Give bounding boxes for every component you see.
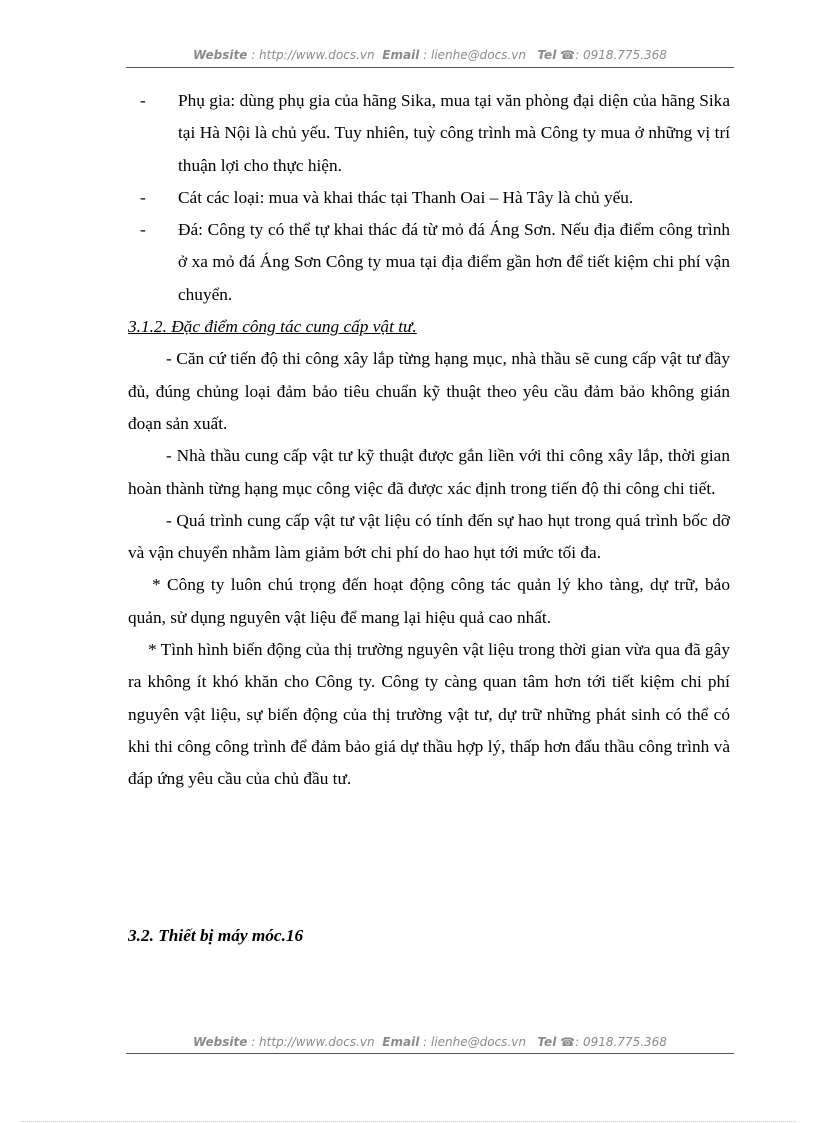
phone-icon: ☎ — [560, 1035, 576, 1049]
footer-tel-label: Tel — [537, 1035, 557, 1049]
subheading: 3.1.2. Đặc điểm công tác cung cấp vật tư. — [128, 317, 417, 337]
footer-email-link[interactable]: lienhe@docs.vn — [430, 1035, 526, 1049]
header-tel-value: : 0918.775.368 — [575, 48, 667, 62]
page-header: Website : http://www.docs.vn Email : lienhe@docs.vn Tel ☎: 0918.775.368 — [193, 48, 667, 62]
section-heading: 3.2. Thiết bị máy móc.16 — [128, 926, 304, 945]
page-footer: Website : http://www.docs.vn Email : lienhe@docs.vn Tel ☎: 0918.775.368 — [193, 1035, 667, 1049]
bullet-item: - Đá: Công ty có thể tự khai thác đá từ mỏ đá Áng Sơn. Nếu địa điểm công trình ở xa mỏ đá Áng Sơn Công ty mua tại địa điểm gần hơn để tiết kiệm chi phí vận chuyển. — [128, 214, 730, 311]
paragraph: * Công ty luôn chú trọng đến hoạt động công tác quản lý kho tàng, dự trữ, bảo quản, sử dụng nguyên vật liệu để mang lại hiệu quả cao nhất. — [128, 575, 730, 627]
item-additives: Phụ gia: dùng phụ gia của hãng Sika, mua tại văn phòng đại diện của hãng Sika tại Hà Nội là chủ yếu. Tuy nhiên, tuỳ công trình mà Công ty mua ở những vị trí thuận lợi cho thực hiện. — [178, 91, 730, 175]
phone-icon: ☎ — [560, 48, 576, 62]
bullet-item: - Phụ gia: dùng phụ gia của hãng Sika, mua tại văn phòng đại diện của hãng Sika tại Hà Nội là chủ yếu. Tuy nhiên, tuỳ công trình mà Công ty mua ở những vị trí thuận lợi cho thực hiện. — [128, 85, 730, 182]
footer-email-label: Email — [382, 1035, 420, 1049]
footer-tel-value: : 0918.775.368 — [575, 1035, 667, 1049]
header-email-label: Email — [382, 48, 420, 62]
header-email-link[interactable]: lienhe@docs.vn — [430, 48, 526, 62]
document-body — [128, 85, 730, 796]
page-edge — [20, 1121, 796, 1122]
footer-website-label: Website — [193, 1035, 248, 1049]
header-website-label: Website — [193, 48, 248, 62]
header-tel-label: Tel — [537, 48, 557, 62]
footer-website-link[interactable]: http://www.docs.vn — [259, 1035, 375, 1049]
paragraph: * Tình hình biến động của thị trường nguyên vật liệu trong thời gian vừa qua đã gây ra không ít khó khăn cho Công ty. Công ty càng quan tâm hơn tới tiết kiệm chi phí nguyên vật liệu, sự biến động của thị trường vật tư, dự trữ những phát sinh có thể có khi thi công công trình để đảm bảo giá dự thầu hợp lý, thấp hơn đấu thầu công trình và đáp ứng yêu cầu của chủ đầu tư. — [128, 640, 730, 789]
paragraph: - Quá trình cung cấp vật tư vật liệu có tính đến sự hao hụt trong quá trình bốc dỡ và vận chuyển nhằm làm giảm bớt chi phí do hao hụt tới mức tối đa. — [128, 510, 730, 563]
bullet-item: - Cát các loại: mua và khai thác tại Thanh Oai – Hà Tây là chủ yếu. — [128, 182, 730, 214]
item-stone: Đá: Công ty có thể tự khai thác đá từ mỏ đá Áng Sơn. Nếu địa điểm công trình ở xa mỏ đá Áng Sơn Công ty mua tại địa điểm gần hơn để tiết kiệm chi phí vận chuyển. — [178, 220, 730, 304]
header-rule — [126, 67, 734, 68]
item-sand: Cát các loại: mua và khai thác tại Thanh Oai – Hà Tây là chủ yếu. — [178, 187, 634, 207]
paragraph: - Nhà thầu cung cấp vật tư kỹ thuật được gắn liền với thi công xây lắp, thời gian hoàn thành từng hạng mục công việc đã được xác định trong tiến độ thi công chi tiết. — [128, 446, 730, 498]
paragraph: - Căn cứ tiến độ thi công xây lắp từng hạng mục, nhà thầu sẽ cung cấp vật tư đầy đủ, đúng chủng loại đảm bảo tiêu chuẩn kỹ thuật theo yêu cầu đảm bảo không gián đoạn sản xuất. — [128, 349, 730, 433]
footer-rule — [126, 1053, 734, 1054]
header-website-link[interactable]: http://www.docs.vn — [259, 48, 375, 62]
